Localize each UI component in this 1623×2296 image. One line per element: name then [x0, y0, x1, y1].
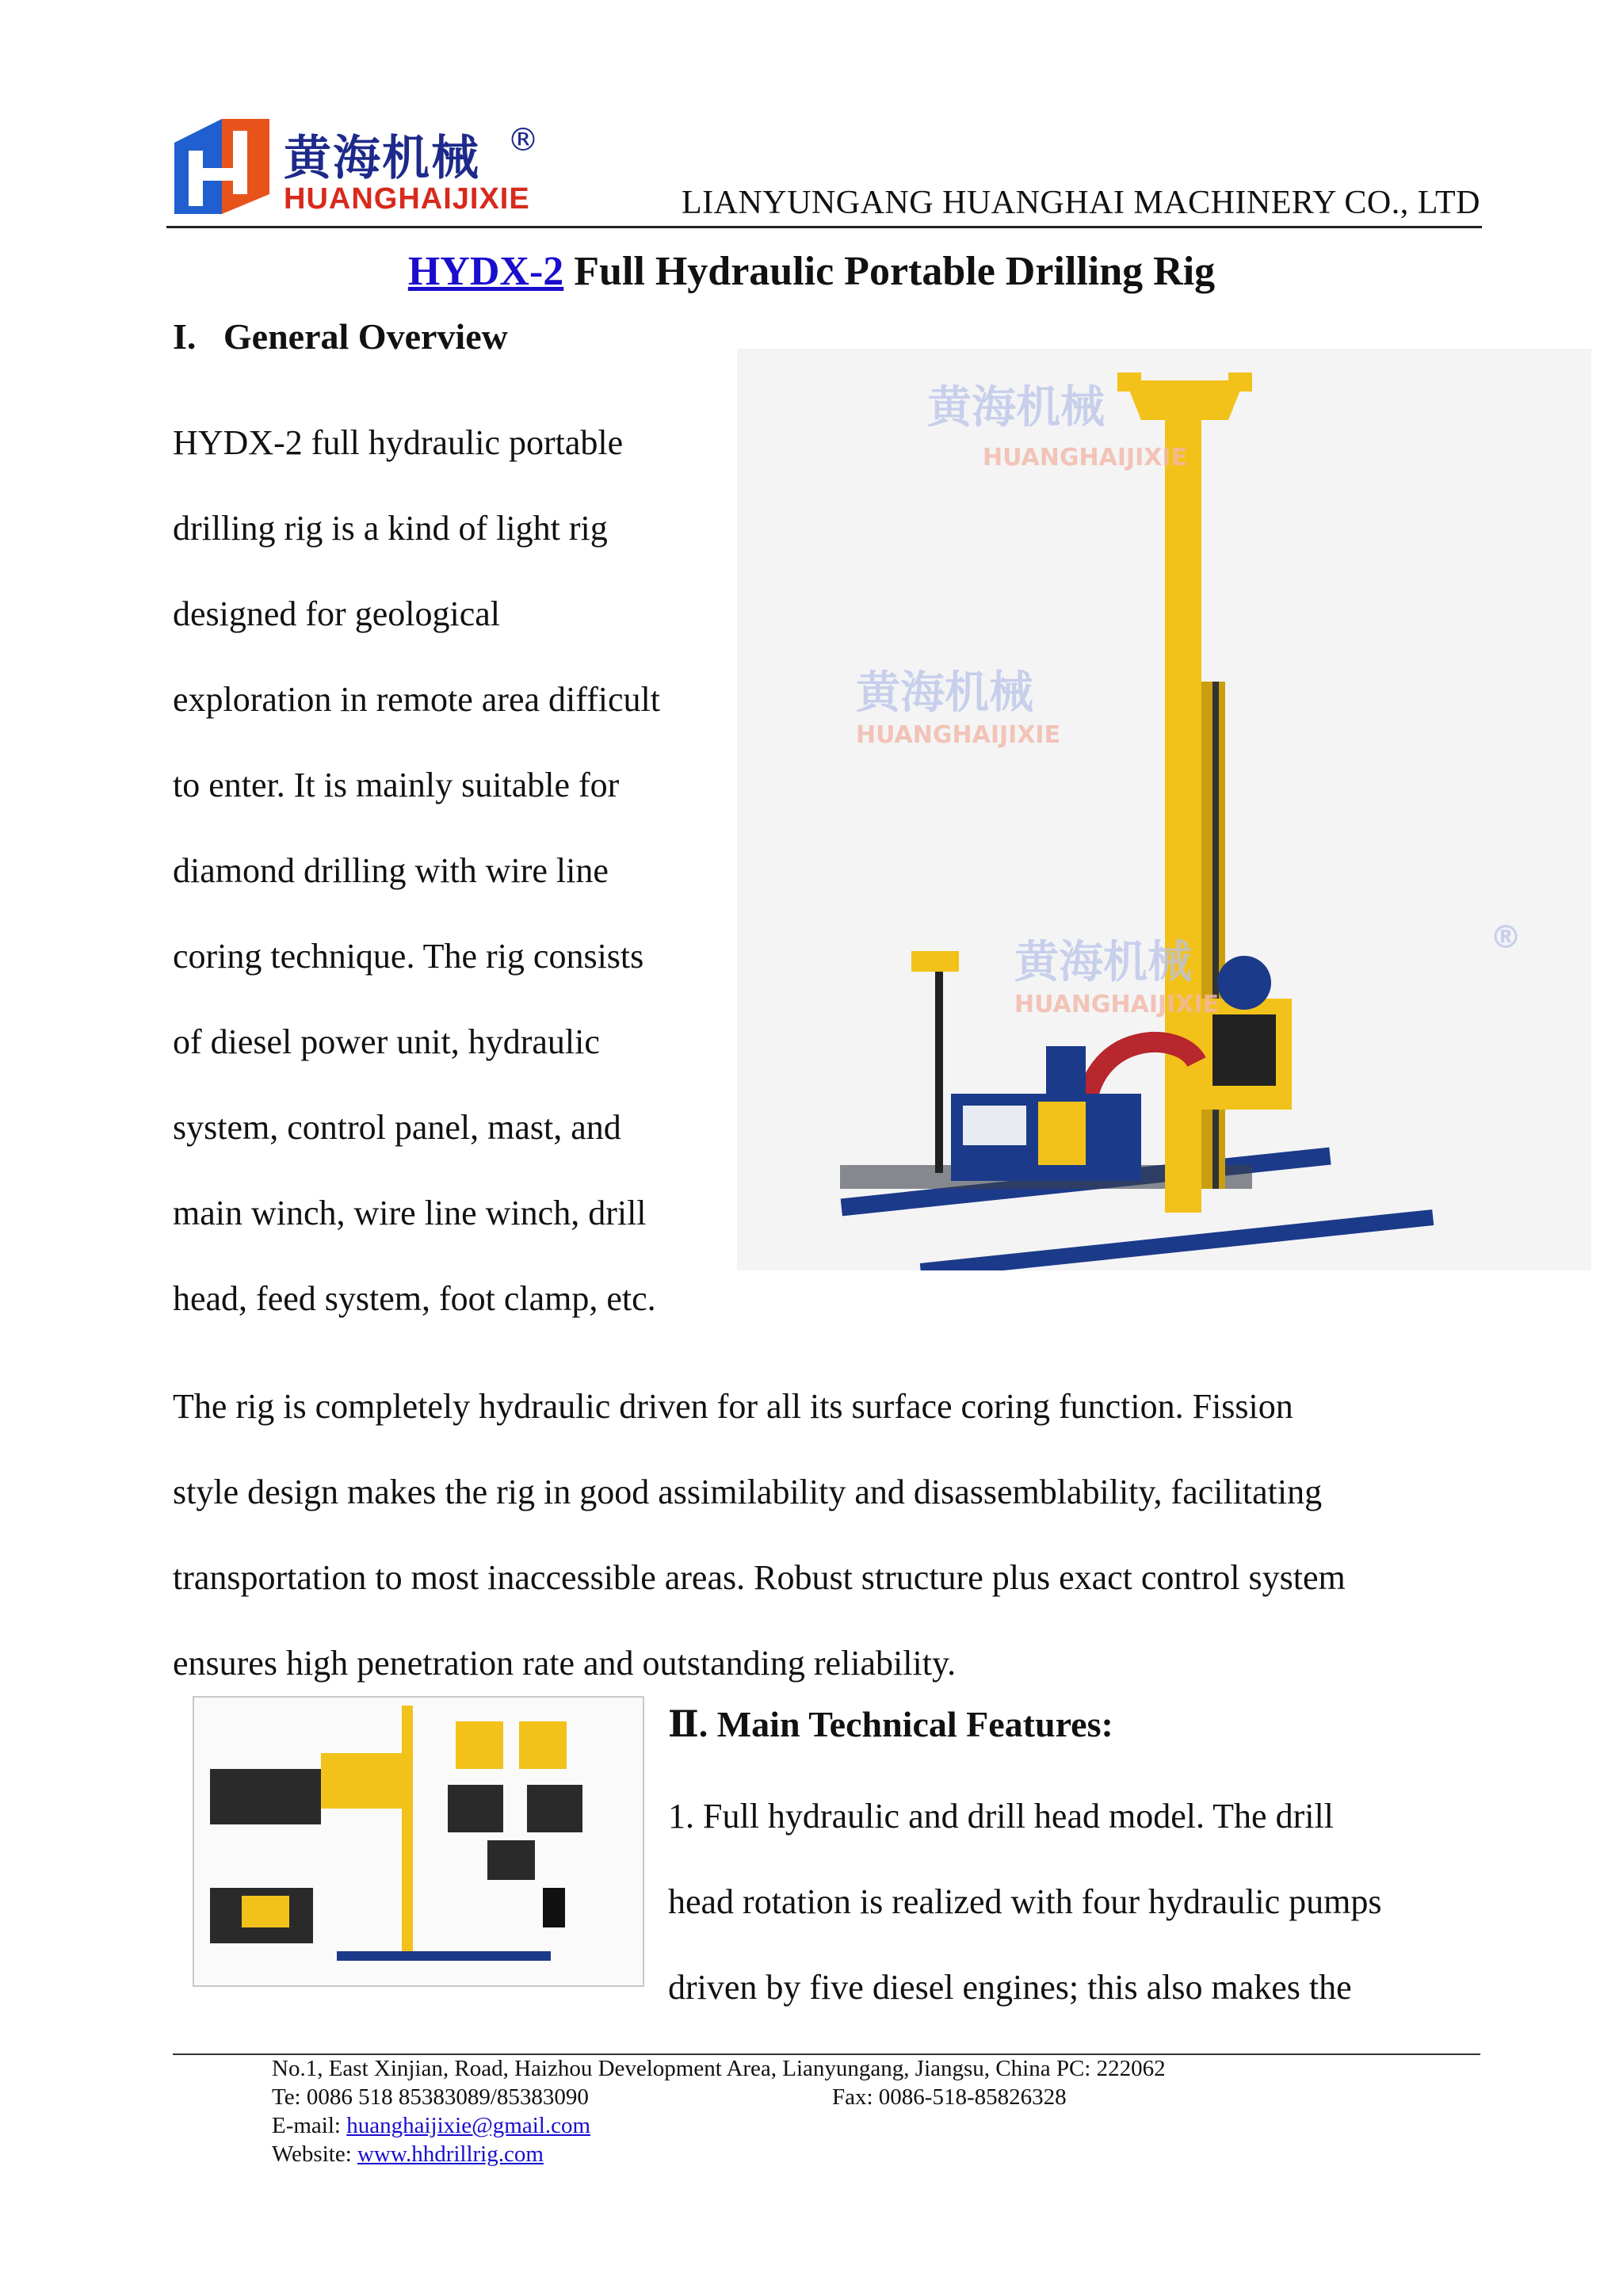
section-heading-features: Ⅱ. Main Technical Features: [668, 1704, 1113, 1744]
text-line: ensures high penetration rate and outstanding reliability. [173, 1644, 957, 1683]
text-line: designed for geological [173, 594, 500, 633]
text-line: coring technique. The rig consists [173, 937, 644, 976]
watermark-text: HUANGHAIJIXIE [856, 721, 1061, 749]
watermark-text: HUANGHAIJIXIE [983, 444, 1188, 472]
company-name: LIANYUNGANG HUANGHAI MACHINERY CO., LTD [681, 185, 1480, 221]
watermark-text: 黄海机械 [1014, 937, 1192, 988]
footer-tel: Te: 0086 518 85383089/85383090 [272, 2084, 589, 2110]
text-line: style design makes the rig in good assimilability and disassemblability, facilitating [173, 1473, 1323, 1511]
features-paragraph [668, 1774, 1484, 2030]
text-line: of diesel power unit, hydraulic [173, 1022, 600, 1061]
text-line: head rotation is realized with four hydraulic pumps [668, 1882, 1382, 1921]
footer-address: No.1, East Xinjian, Road, Haizhou Development Area, Lianyungang, Jiangsu, China PC: 222062 [272, 2056, 1166, 2081]
drilling-rig-photo [737, 349, 1591, 1270]
logo-text-cn: 黄海机械 [284, 131, 480, 186]
text-line: 1. Full hydraulic and drill head model. The drill [668, 1797, 1334, 1836]
text-line: The rig is completely hydraulic driven for all its surface coring function. Fission [173, 1387, 1293, 1426]
overview-paragraph-continued [173, 1364, 1488, 1706]
text-line: transportation to most inaccessible areas. Robust structure plus exact control system [173, 1558, 1346, 1597]
footer-fax: Fax: 0086-518-85826328 [832, 2084, 1067, 2110]
footer [272, 2054, 1166, 2168]
text-line: diamond drilling with wire line [173, 851, 609, 890]
watermark-text: 黄海机械 [927, 382, 1105, 434]
watermark-text: 黄海机械 [856, 667, 1033, 719]
overview-paragraph [173, 400, 727, 1342]
page-title [0, 248, 1623, 295]
header-divider [166, 226, 1482, 228]
text-line: head, feed system, foot clamp, etc. [173, 1279, 656, 1318]
title-text: Full Hydraulic Portable Drilling Rig [563, 249, 1216, 294]
footer-email-link[interactable]: huanghaijixie@gmail.com [346, 2113, 591, 2138]
logo-mark-icon [174, 119, 269, 214]
footer-email-label: E-mail: [272, 2113, 347, 2138]
logo-text-en: HUANGHAIJIXIE [284, 182, 530, 216]
company-logo [174, 119, 547, 214]
footer-website-label: Website: [272, 2141, 357, 2167]
rig-components-illustration [194, 1698, 643, 1985]
drilling-rig-illustration [737, 349, 1591, 1270]
text-line: to enter. It is mainly suitable for [173, 766, 620, 804]
text-line: driven by five diesel engines; this also makes the [668, 1968, 1352, 2007]
text-line: HYDX-2 full hydraulic portable [173, 423, 624, 462]
text-line: main winch, wire line winch, drill [173, 1194, 647, 1232]
rig-components-photo [193, 1696, 644, 1987]
watermark-registered: ® [1490, 919, 1522, 956]
footer-website-row [272, 2140, 1166, 2168]
section-heading-overview: I. General Overview [173, 316, 508, 357]
text-line: drilling rig is a kind of light rig [173, 509, 608, 548]
footer-website-link[interactable]: www.hhdrillrig.com [357, 2141, 544, 2167]
model-link[interactable]: HYDX-2 [407, 249, 564, 294]
text-line: system, control panel, mast, and [173, 1108, 621, 1147]
text-line: exploration in remote area difficult [173, 680, 660, 719]
footer-email-row [272, 2111, 1166, 2140]
logo-registered-mark: ® [507, 122, 539, 159]
watermark-text: HUANGHAIJIXIE [1014, 991, 1220, 1018]
